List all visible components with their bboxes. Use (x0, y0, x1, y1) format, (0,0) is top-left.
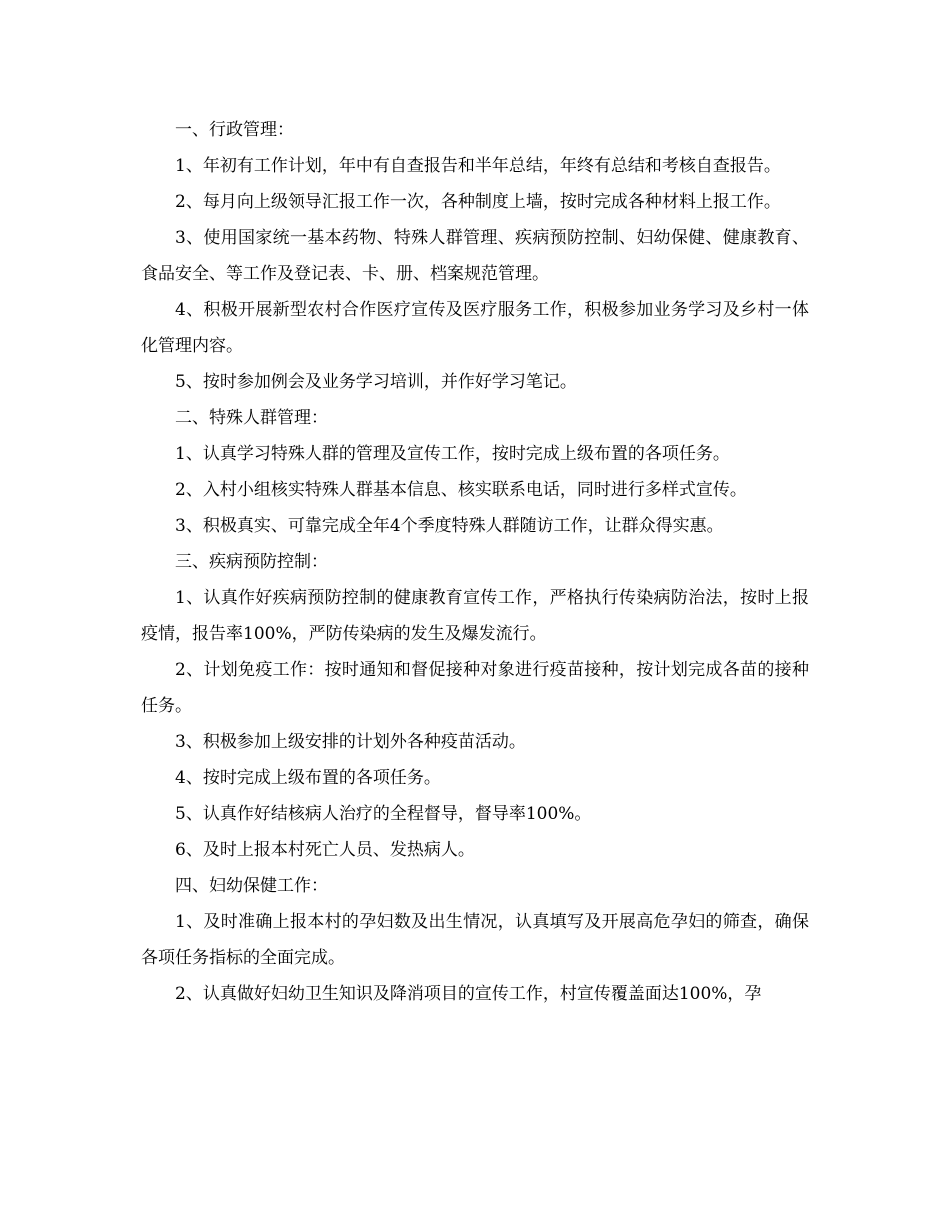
disease-control-item-2: 2、计划免疫工作：按时通知和督促接种对象进行疫苗接种，按计划完成各苗的接种任务。 (141, 660, 809, 716)
admin-item-4: 4、积极开展新型农村合作医疗宣传及医疗服务工作，积极参加业务学习及乡村一体化管理内容。 (141, 300, 809, 356)
special-groups-item-2: 2、入村小组核实特殊人群基本信息、核实联系电话，同时进行多样式宣传。 (175, 480, 747, 500)
admin-item-1: 1、年初有工作计划，年中有自查报告和半年总结，年终有总结和考核自查报告。 (175, 156, 781, 176)
admin-item-5: 5、按时参加例会及业务学习培训，并作好学习笔记。 (175, 372, 577, 392)
section-heading-admin: 一、行政管理： (175, 120, 294, 140)
disease-control-item-5: 5、认真作好结核病人治疗的全程督导，督导率100%。 (175, 804, 592, 824)
admin-item-3: 3、使用国家统一基本药物、特殊人群管理、疾病预防控制、妇幼保健、健康教育、食品安全、等工作及登记表、卡、册、档案规范管理。 (141, 228, 809, 284)
disease-control-item-4: 4、按时完成上级布置的各项任务。 (175, 768, 441, 788)
disease-control-item-6: 6、及时上报本村死亡人员、发热病人。 (175, 840, 475, 860)
section-heading-special-groups: 二、特殊人群管理： (175, 408, 328, 428)
disease-control-item-1: 1、认真作好疾病预防控制的健康教育宣传工作，严格执行传染病防治法，按时上报疫情，报告率100%，严防传染病的发生及爆发流行。 (141, 588, 809, 644)
section-heading-disease-control: 三、疾病预防控制： (175, 552, 328, 572)
special-groups-item-3: 3、积极真实、可靠完成全年4个季度特殊人群随访工作，让群众得实惠。 (175, 516, 724, 536)
maternal-child-item-1: 1、及时准确上报本村的孕妇数及出生情况，认真填写及开展高危孕妇的筛查，确保各项任务指标的全面完成。 (141, 912, 809, 968)
special-groups-item-1: 1、认真学习特殊人群的管理及宣传工作，按时完成上级布置的各项任务。 (175, 444, 730, 464)
maternal-child-item-2: 2、认真做好妇幼卫生知识及降消项目的宣传工作，村宣传覆盖面达100%，孕 (175, 984, 762, 1004)
disease-control-item-3: 3、积极参加上级安排的计划外各种疫苗活动。 (175, 732, 526, 752)
section-heading-maternal-child: 四、妇幼保健工作： (175, 876, 328, 896)
admin-item-2: 2、每月向上级领导汇报工作一次，各种制度上墙，按时完成各种材料上报工作。 (175, 192, 781, 212)
